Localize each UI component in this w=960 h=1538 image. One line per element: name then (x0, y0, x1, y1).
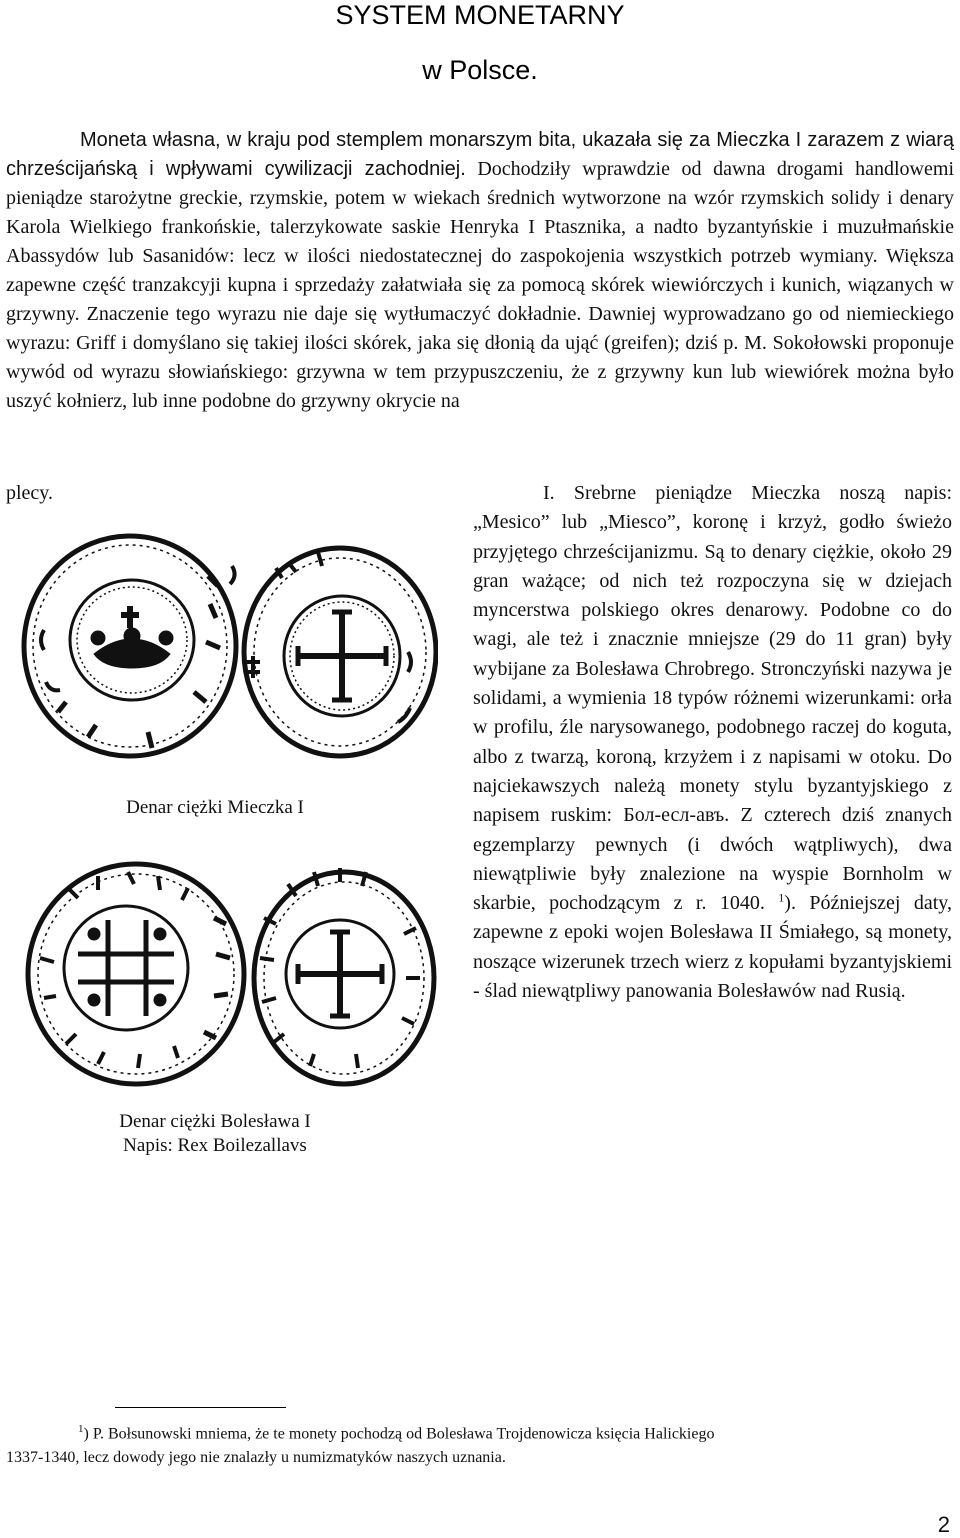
coin-figure-boleslaw (18, 858, 438, 1090)
coin-reverse-cross (230, 548, 436, 756)
page-subtitle: w Polsce. (422, 55, 538, 85)
page-number: 2 (937, 1512, 950, 1537)
intro-sans-text: Moneta własna, w kraju pod stemplem monarszym bita, ukazała się za Mieczka I zarazem z wiarą chrześcijańską i wpływami cywilizacji zachodniej. (6, 129, 954, 180)
coin-obverse-crown (24, 536, 236, 756)
footnote-marker: 1 (78, 1423, 84, 1435)
page-title: SYSTEM MONETARNY (335, 0, 625, 30)
intro-paragraph (6, 126, 954, 416)
footnote-divider (115, 1407, 286, 1408)
intro-serif-text: Dochodziły wprawdzie od dawna drogami handlowemi pieniądze starożytne greckie, rzymskie, potem w wiekach średnich wytworzone na wzór rzymskich solidy i denary Karola Wielkiego frankońskie, talerzykowate saskie Henryka I Ptasznika, a nadto byzantyńskie i muzułmańskie Abassydów lub Sasanidów: lecz w ilości niedostatecznej do zaspokojenia wszystkich potrzeb wymiany. Większa zapewne część tranzakcyji kupna i sprzedaży załatwiała się za pomocą skórek wiewiórczych i kunich, wiązanych w grzywny. Znaczenie tego wyrazu nie daje się wytłumaczyć dokładnie. Dawniej wyprowadzano go od niemieckiego wyrazu: Griff i domyślano się takiej ilości skórek, jaka się dłonią da ująć (greifen); dziś p. M. Sokołowski proponuje wywód od wyrazu słowiańskiego: grzywna w tem przypuszczeniu, że z grzywny kun lub wiewiórek można było uszyć kołnierz, lub inne podobne do grzywny okrycie na (6, 158, 954, 412)
section-text-a: I. Srebrne pieniądze Mieczka noszą napis: „Mesico” lub „Miesco”, koronę i krzyż, godło świeżo przyjętego chrześcijanizmu. Są to denary ciężkie, około 29 gran ważące; od nich też rozpoczyna się w dziejach myncerstwa polskiego okres denarowy. Podobne co do wagi, ale też i znacznie mniejsze (29 do 11 gran) były wybijane za Bolesława Chrobrego. Stronczyński nazywa je solidami, a wymienia 18 typów różnemi wizerunkami: orła w profilu, źle narysowanego, podobnego raczej do koguta, albo z twarzą, koroną, krzyżem i z napisami w otoku. Do najciekawszych należą monety stylu byzantyjskiego z napisem ruskim: Бол-есл-авъ. Z czterech dziś znanych egzemplarzy pewnych (i dwóch wątpliwych), dwa niewątpliwie były znalezione na wyspie Bornholm w skarbie, pochodzącym z r. 1040. (473, 482, 952, 915)
footnote (6, 1417, 954, 1470)
section-text-b: ). Późniejszej daty, zapewne z epoki wojen Bolesława II Śmiałego, są monety, noszące wizerunek trzech wierz z kopułami byzantyjskiemi - ślad niewątpliwy panowania Bolesławów nad Rusią. (473, 892, 952, 1003)
caption-boleslaw-line1: Denar ciężki Bolesława I (119, 1111, 311, 1132)
footnote-text-line2: 1337-1340, lecz dowody jego nie znalazły u numizmatyków naszych uznania. (6, 1449, 506, 1467)
coin-figure-mieszko (18, 532, 438, 762)
footnote-text-line1: ) P. Bołsunowski mniema, że te monety pochodzą od Bolesława Trojdenowicza księcia Halickiego (83, 1425, 715, 1443)
caption-mieszko-denar: Denar ciężki Mieczka I (126, 797, 304, 818)
caption-boleslaw-denar (80, 1110, 350, 1158)
section-one-text (473, 479, 952, 1006)
intro-last-word: plecy. (6, 482, 54, 504)
caption-boleslaw-line2: Napis: Rex Boilezallavs (123, 1135, 307, 1156)
coin-obverse-inscription (28, 864, 244, 1084)
coin-reverse-cross-inscription (254, 868, 434, 1084)
footnote-ref: 1 (778, 890, 785, 905)
